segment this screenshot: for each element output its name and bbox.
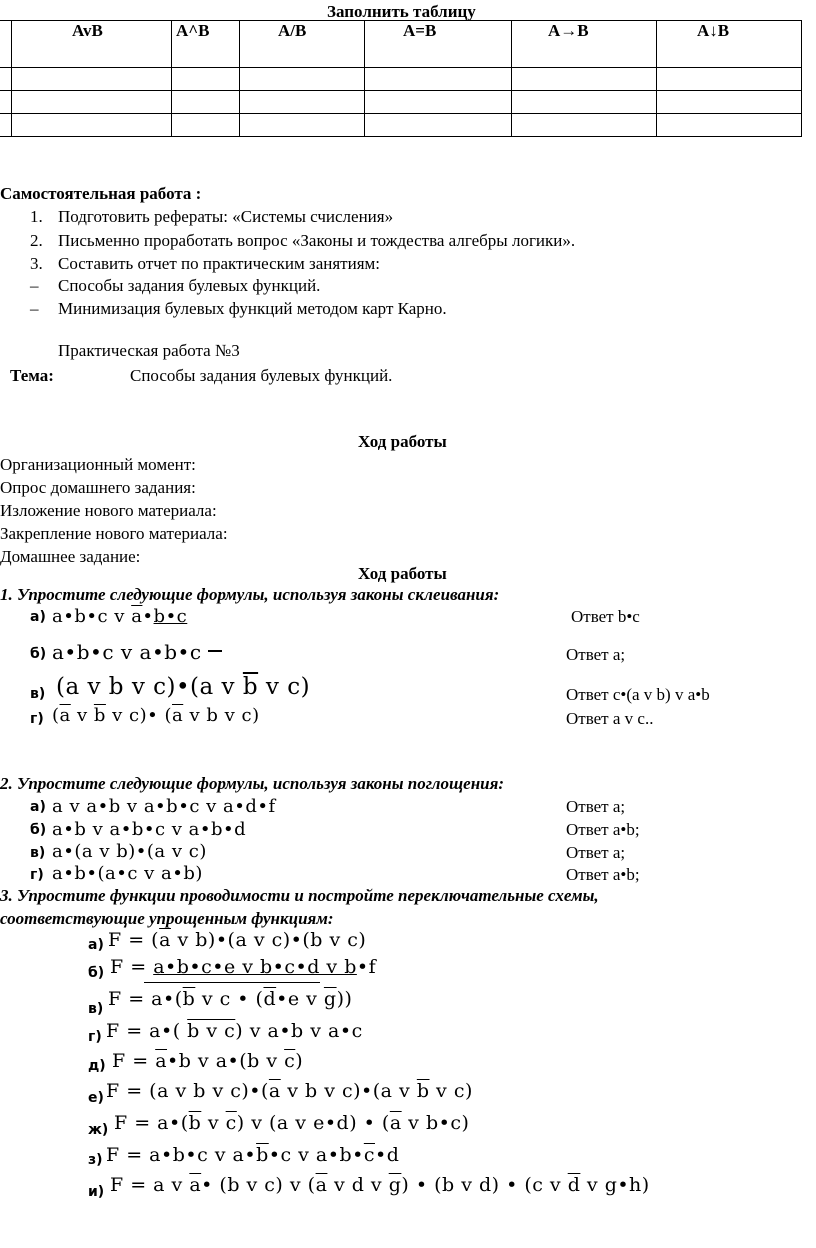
task-title: 3. Упростите функции проводимости и постройте переключательные схемы, [0, 886, 599, 905]
course-step: Организационный момент: [0, 455, 196, 474]
course-step: Изложение нового материала: [0, 501, 217, 520]
formula-image: $F = a•(\overline{b}$ v c • ($\overline{d}•e$ v $\overline{g}$)) [108, 988, 353, 1010]
table-header-cell: A^B [172, 21, 240, 68]
formula-image: F = a•b•c v $a•\overline{b}•c$ v $a•b•\overline{c}•d$ [106, 1144, 400, 1166]
table-header-cell: A/B [240, 21, 365, 68]
list-item: – Минимизация булевых функций методом карт Карно. [30, 299, 447, 318]
formula-image: ($\overline{a}$ v $\overline{b}$ v c)• ($\overline{a}$ v b v c) [52, 705, 260, 726]
practice-title: Практическая работа №3 [58, 341, 240, 360]
item-label: ж) [88, 1122, 109, 1138]
course-title: Ход работы [358, 432, 447, 451]
answer: Ответ a•b; [566, 820, 640, 839]
formula-image: a•(a v b)•(a v c) [52, 841, 207, 862]
item-label: а) [88, 937, 104, 953]
answer: Ответ a; [566, 645, 626, 664]
topic-text: Способы задания булевых функций. [130, 366, 393, 385]
table-header-cell: AvB [12, 21, 172, 68]
item-label: е) [88, 1090, 104, 1106]
answer: Ответ a•b; [566, 865, 640, 884]
table-row [0, 91, 802, 114]
formula-image: $F = (\overline{a}$ v b)•(a v c)•(b v c) [108, 929, 367, 951]
item-label: в) [30, 845, 46, 861]
formula-image: (a v b v c)•(a v $\overline{b}$ v c) [56, 674, 311, 700]
answer: Ответ a v c.. [566, 709, 654, 728]
item-label: г) [30, 711, 44, 727]
task-title: соответствующие упрощенным функциям: [0, 909, 334, 928]
course-title: Ход работы [358, 564, 447, 583]
formula-image: F = (a v b v $c)•(\overline{a}$ v b v c)•(a v $\overline{b}$ v c) [106, 1080, 473, 1102]
list-item: – Способы задания булевых функций. [30, 276, 321, 295]
formula-image: a v a•b v a•b•c v a•d•f [52, 796, 276, 817]
formula-overline [144, 982, 320, 983]
table-title: Заполнить таблицу [327, 2, 476, 21]
selfwork-title: Самостоятельная работа : [0, 184, 202, 203]
item-label: г) [30, 867, 44, 883]
table-header-cell: A=B [365, 21, 512, 68]
formula-image: F = a•( b v c) v a•b v a•c [106, 1020, 363, 1042]
item-label: а) [30, 799, 46, 815]
formula-image: a•b•c v $\overline{a}•b•c$ [52, 606, 188, 627]
formula-image: $F = \overline{a}•b$ v a•(b v $\overline{c}$) [112, 1050, 304, 1072]
task-title: 1. Упростите следующие формулы, используя законы склеивания: [0, 585, 500, 604]
item-label: и) [88, 1184, 105, 1200]
item-label: д) [88, 1058, 106, 1074]
formula-image: a•b v a•b•c v a•b•d [52, 819, 247, 840]
answer: Ответ b•c [571, 607, 640, 626]
table-row [0, 68, 802, 91]
table-header-cell: A↓B [657, 21, 802, 68]
course-step: Домашнее задание: [0, 547, 141, 566]
formula-image: F = a v $\overline{a}•$ (b v c) v ($\overline{a}$ v d v $\overline{g}$) • (b v d) • (c v $\overline{d}$ v g•h) [110, 1174, 650, 1196]
item-label: в) [30, 686, 46, 702]
list-item: 1. Подготовить рефераты: «Системы счисления» [30, 207, 394, 226]
item-label: з) [88, 1152, 103, 1168]
table-header-cell [0, 21, 12, 68]
answer: Ответ c•(a v b) v a•b [566, 685, 710, 704]
answer: Ответ a; [566, 797, 626, 816]
item-label: г) [88, 1029, 102, 1045]
course-step: Опрос домашнего задания: [0, 478, 196, 497]
truth-table [0, 20, 802, 137]
item-label: б) [30, 822, 47, 838]
topic-label: Тема: [10, 366, 54, 385]
item-label: а) [30, 609, 46, 625]
formula-overline [208, 650, 222, 652]
task-title: 2. Упростите следующие формулы, используя законы поглощения: [0, 774, 505, 793]
table-header-row [0, 21, 802, 68]
table-row [0, 114, 802, 137]
table-header-cell: A→B [512, 21, 657, 68]
item-label: в) [88, 1001, 104, 1017]
formula-image: $F = a•(\overline{b}$ v $\overline{c}$) v (a v e•d) • ($\overline{a}$ v b•c) [114, 1112, 470, 1134]
formula-image: a•b•(a•c v a•b) [52, 863, 203, 884]
formula-image: F = a•b•c•e v b•c•d v b•f [110, 956, 377, 978]
list-item: 2. Письменно проработать вопрос «Законы и тождества алгебры логики». [30, 231, 576, 250]
item-label: б) [88, 965, 105, 981]
answer: Ответ a; [566, 843, 626, 862]
course-step: Закрепление нового материала: [0, 524, 228, 543]
list-item: 3. Составить отчет по практическим занятиям: [30, 254, 381, 273]
formula-image: a•b•c v a•b•c [52, 640, 202, 664]
item-label: б) [30, 646, 47, 662]
